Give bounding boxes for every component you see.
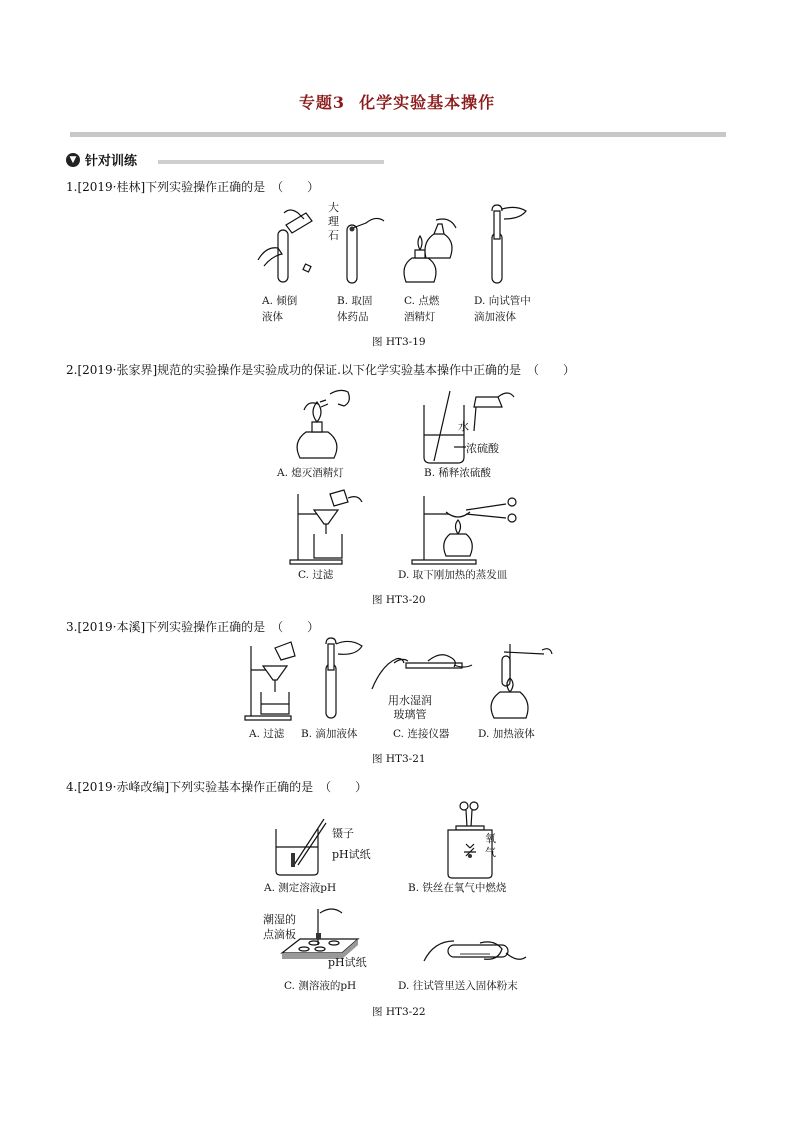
q1-option-c: C. 点燃 酒精灯 bbox=[404, 295, 440, 323]
q1-illustration-c bbox=[398, 210, 458, 285]
label-stone-3: 石 bbox=[328, 229, 339, 242]
q4-option-a: A. 测定溶液pH bbox=[264, 882, 337, 894]
q2-option-b: B. 稀释浓硫酸 bbox=[424, 467, 491, 479]
q3-option-d: D. 加热液体 bbox=[478, 728, 535, 740]
label-tweezers: 镊子 bbox=[332, 827, 354, 840]
question-3: 3.[2019·本溪]下列实验操作正确的是 （ ） bbox=[66, 620, 320, 634]
page-title bbox=[0, 90, 794, 113]
q1-illustration-d bbox=[478, 205, 538, 285]
title-divider bbox=[70, 132, 726, 137]
label-water: 水 bbox=[458, 420, 469, 433]
section-label: 针对训练 bbox=[85, 154, 138, 169]
triangle-down-icon: ▼ bbox=[66, 153, 80, 167]
q2-figure-label: 图 HT3-20 bbox=[372, 594, 426, 606]
question-1: 1.[2019·桂林]下列实验操作正确的是 （ ） bbox=[66, 180, 320, 194]
topic-title: 化学实验基本操作 bbox=[359, 93, 496, 112]
label-stone-2: 理 bbox=[328, 215, 339, 228]
q3-figure-label: 图 HT3-21 bbox=[372, 753, 426, 765]
label-ph-paper-2: pH试纸 bbox=[328, 956, 367, 969]
label-wet-spot-plate: 潮湿的 点滴板 bbox=[263, 913, 296, 941]
q3-illustration-a bbox=[245, 640, 305, 720]
q1-option-d: D. 向试管中 滴加液体 bbox=[474, 295, 531, 323]
q1-illustration-a bbox=[256, 205, 316, 285]
q3-option-b: B. 滴加液体 bbox=[301, 728, 358, 740]
q3-option-c: C. 连接仪器 bbox=[393, 728, 450, 740]
q1-illustration-b bbox=[328, 201, 390, 285]
section-header bbox=[66, 150, 137, 169]
label-ph-paper: pH试纸 bbox=[332, 848, 371, 861]
q2-option-d: D. 取下刚加热的蒸发皿 bbox=[398, 569, 508, 581]
label-wet-glass-tube: 用水湿润 玻璃管 bbox=[388, 694, 432, 721]
q1-option-b: B. 取固 体药品 bbox=[337, 295, 373, 323]
label-conc-sulfuric-acid: 浓硫酸 bbox=[466, 442, 499, 455]
section-divider bbox=[158, 160, 384, 164]
q2-illustration-d bbox=[410, 490, 530, 565]
q2-option-c: C. 过滤 bbox=[298, 569, 334, 581]
question-2: 2.[2019·张家界]规范的实验操作是实验成功的保证.以下化学实验基本操作中正确的是 （ ） bbox=[66, 363, 575, 377]
q1-figure-label: 图 HT3-19 bbox=[372, 336, 426, 348]
topic-number: 专题3 bbox=[298, 93, 346, 112]
label-stone-1: 大 bbox=[328, 201, 339, 214]
q2-illustration-c bbox=[290, 490, 370, 565]
q4-option-c: C. 测溶液的pH bbox=[284, 980, 357, 992]
q4-figure-label: 图 HT3-22 bbox=[372, 1006, 426, 1018]
q3-illustration-c bbox=[368, 645, 478, 695]
label-oxygen: 氧 气 bbox=[485, 832, 496, 859]
q2-illustration-a bbox=[290, 380, 360, 460]
q1-option-a: A. 倾倒 液体 bbox=[262, 295, 298, 323]
q3-option-a: A. 过滤 bbox=[249, 728, 285, 740]
q4-illustration-b bbox=[440, 800, 510, 880]
q3-illustration-d bbox=[486, 640, 556, 720]
q4-option-d: D. 往试管里送入固体粉末 bbox=[398, 980, 518, 992]
q4-option-b: B. 铁丝在氧气中燃烧 bbox=[408, 882, 507, 894]
question-4: 4.[2019·赤峰改编]下列实验基本操作正确的是 （ ） bbox=[66, 780, 368, 794]
q2-option-a: A. 熄灭酒精灯 bbox=[277, 467, 344, 479]
q4-illustration-d bbox=[420, 935, 530, 980]
